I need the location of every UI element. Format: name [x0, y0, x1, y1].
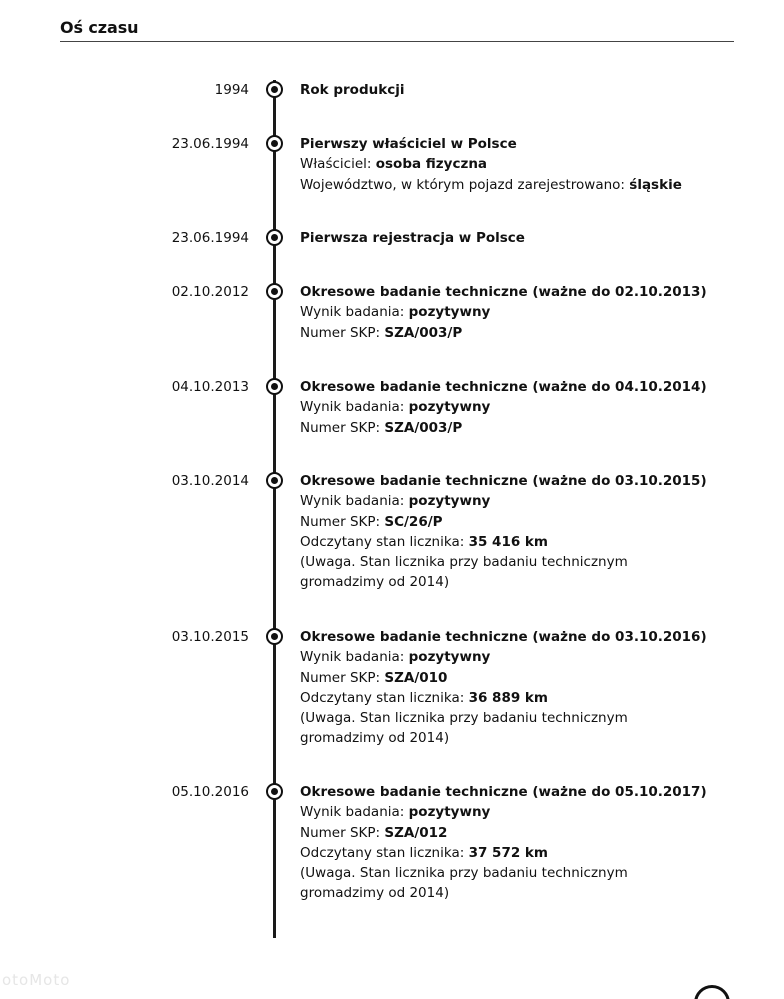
timeline-dot-icon	[266, 229, 283, 246]
event-body	[300, 627, 707, 749]
mileage-value: 36 889 km	[468, 689, 548, 706]
skp-value: SZA/010	[384, 669, 448, 686]
owner-value: osoba fizyczna	[375, 156, 488, 173]
result-line	[300, 802, 700, 822]
skp-line	[300, 823, 700, 843]
section-title: Oś czasu	[60, 18, 139, 37]
skp-label: Numer SKP:	[300, 669, 385, 686]
result-label: Wynik badania:	[300, 304, 409, 321]
timeline-dot-icon	[266, 135, 283, 152]
skp-value: SZA/003/P	[384, 324, 463, 341]
timeline-dot-icon	[266, 783, 283, 800]
event-title: Okresowe badanie techniczne (ważne do 03.10.2015)	[300, 473, 707, 489]
timeline-axis	[273, 80, 276, 938]
owner-label: Właściciel:	[300, 156, 376, 173]
owner-line	[300, 154, 700, 174]
mileage-label: Odczytany stan licznika:	[300, 533, 469, 550]
event-title: Okresowe badanie techniczne (ważne do 03.10.2016)	[300, 629, 707, 645]
event-body	[300, 782, 707, 904]
result-value: pozytywny	[408, 804, 491, 821]
event-date: 03.10.2015	[171, 629, 249, 645]
event-date: 02.10.2012	[171, 284, 249, 300]
voivodeship-label: Województwo, w którym pojazd zarejestrowano:	[300, 176, 630, 193]
result-line	[300, 397, 700, 417]
event-title: Okresowe badanie techniczne (ważne do 04.10.2014)	[300, 379, 707, 395]
event-date: 23.06.1994	[171, 230, 249, 246]
result-line	[300, 491, 700, 511]
event-title: Pierwsza rejestracja w Polsce	[300, 230, 525, 246]
event-date: 03.10.2014	[171, 473, 249, 489]
mileage-line	[300, 843, 700, 863]
mileage-label: Odczytany stan licznika:	[300, 689, 469, 706]
event-date: 1994	[214, 82, 249, 98]
timeline-dot-icon	[266, 472, 283, 489]
skp-value: SC/26/P	[384, 513, 443, 530]
voivodeship-line	[300, 175, 700, 195]
skp-label: Numer SKP:	[300, 824, 385, 841]
event-body	[300, 471, 707, 593]
event-title: Pierwszy właściciel w Polsce	[300, 136, 517, 152]
result-label: Wynik badania:	[300, 649, 409, 666]
skp-line	[300, 323, 700, 343]
result-value: pozytywny	[408, 493, 491, 510]
scroll-top-icon[interactable]	[694, 985, 730, 999]
skp-label: Numer SKP:	[300, 513, 385, 530]
event-body	[300, 228, 700, 248]
result-line	[300, 647, 700, 667]
event-body	[300, 134, 700, 195]
mileage-label: Odczytany stan licznika:	[300, 844, 469, 861]
watermark-logo: otoMoto	[2, 971, 71, 989]
event-title: Rok produkcji	[300, 82, 405, 98]
skp-line	[300, 512, 700, 532]
result-label: Wynik badania:	[300, 399, 409, 416]
result-line	[300, 302, 700, 322]
skp-value: SZA/012	[384, 824, 448, 841]
mileage-value: 37 572 km	[468, 844, 548, 861]
timeline-dot-icon	[266, 81, 283, 98]
mileage-line	[300, 532, 700, 552]
result-value: pozytywny	[408, 304, 491, 321]
timeline-dot-icon	[266, 283, 283, 300]
mileage-value: 35 416 km	[468, 533, 548, 550]
event-title: Okresowe badanie techniczne (ważne do 02.10.2013)	[300, 284, 707, 300]
skp-label: Numer SKP:	[300, 419, 385, 436]
event-date: 05.10.2016	[171, 784, 249, 800]
title-divider	[60, 41, 734, 42]
event-body	[300, 282, 707, 343]
event-body	[300, 377, 707, 438]
event-date: 04.10.2013	[171, 379, 249, 395]
mileage-line	[300, 688, 700, 708]
event-body	[300, 80, 700, 100]
mileage-note: (Uwaga. Stan licznika przy badaniu technicznym gromadzimy od 2014)	[300, 554, 628, 591]
skp-line	[300, 418, 700, 438]
timeline-dot-icon	[266, 628, 283, 645]
result-value: pozytywny	[408, 399, 491, 416]
mileage-note: (Uwaga. Stan licznika przy badaniu technicznym gromadzimy od 2014)	[300, 710, 628, 747]
mileage-note: (Uwaga. Stan licznika przy badaniu technicznym gromadzimy od 2014)	[300, 865, 628, 902]
skp-label: Numer SKP:	[300, 324, 385, 341]
result-label: Wynik badania:	[300, 493, 409, 510]
event-title: Okresowe badanie techniczne (ważne do 05.10.2017)	[300, 784, 707, 800]
skp-line	[300, 668, 700, 688]
skp-value: SZA/003/P	[384, 419, 463, 436]
timeline-dot-icon	[266, 378, 283, 395]
voivodeship-value: śląskie	[629, 176, 682, 193]
result-value: pozytywny	[408, 649, 491, 666]
result-label: Wynik badania:	[300, 804, 409, 821]
event-date: 23.06.1994	[171, 136, 249, 152]
